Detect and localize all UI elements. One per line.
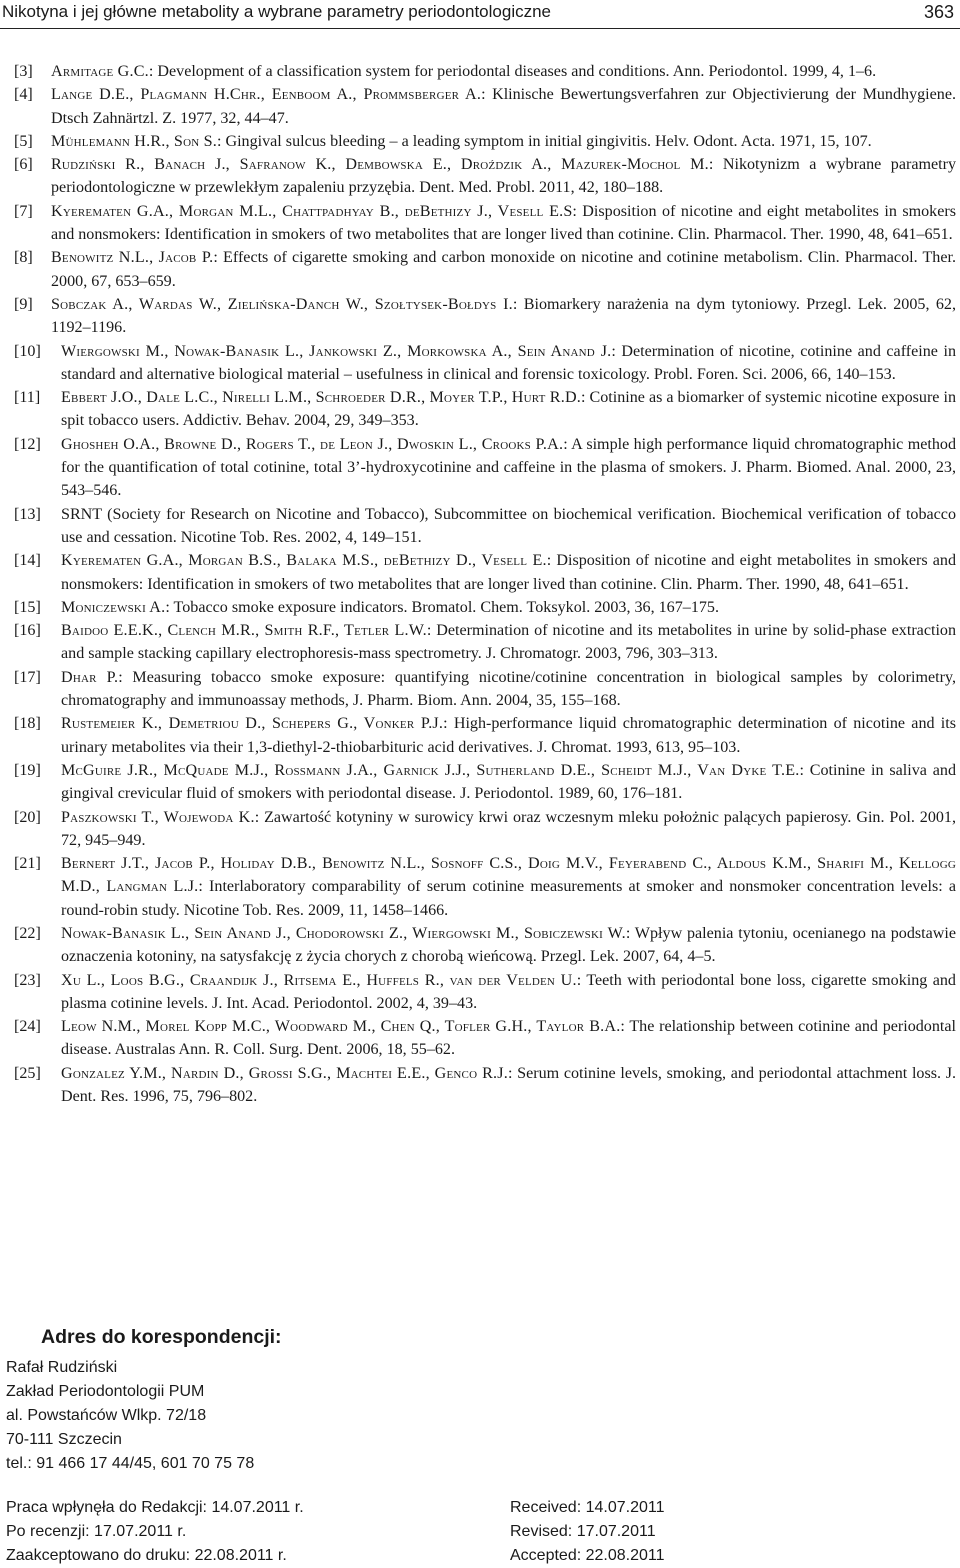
reference-authors: Wiergowski M., Nowak-Banasik L., Jankowski Z., Morkowska A., Sein Anand J. — [61, 342, 612, 360]
reference-entry — [14, 340, 956, 387]
reference-entry — [14, 549, 956, 596]
reference-authors: Gonzalez Y.M., Nardin D., Grossi S.G., Machtei E.E., Genco R.J. — [61, 1064, 508, 1082]
reference-text: : Cotinine as a biomarker of systemic nicotine exposure in spit tobacco users. Addictiv. Behav. 2004, 29, 349–353. — [61, 389, 956, 430]
reference-entry — [14, 666, 956, 713]
running-title: Nikotyna i jej główne metabolity a wybrane parametry periodontologiczne — [2, 2, 552, 21]
reference-authors: Xu L., Loos B.G., Craandijk J., Ritsema E., Huffels R., van der Velden U. — [61, 971, 577, 989]
submission-dates-pl — [6, 1496, 304, 1568]
reference-number: [14] — [14, 552, 41, 570]
reference-authors: Kyerematen G.A., Morgan B.S., Balaka M.S., deBethizy D., Vesell E. — [61, 552, 547, 570]
correspondence-address — [6, 1356, 254, 1476]
reference-authors: Kyerematen G.A., Morgan M.L., Chattpadhyay B., deBethizy J., Vesell E. — [51, 202, 564, 220]
reference-text: S: Disposition of nicotine and eight metabolites in smokers and nonsmokers: Identification in smokers of two metabolites that are longer lived than cotinine. Clin. Pharmacol. Ther. 1990, 48, 641–651. — [51, 202, 956, 244]
reference-text: : Determination of nicotine and its metabolites in urine by solid-phase extraction and sample stacking capillary electrophoresis-mass spectrometry. J. Chromatogr. 2003, 796, 303–313. — [61, 622, 957, 663]
reference-authors: McGuire J.R., McQuade M.J., Rossmann J.A., Garnick J.J., Sutherland D.E., Scheidt M.J., Van Dyke T.E. — [61, 761, 800, 779]
reference-number: [12] — [14, 435, 41, 453]
address-line: 70-111 Szczecin — [6, 1431, 122, 1448]
reference-authors: Paszkowski T., Wojewoda K. — [61, 808, 255, 826]
reference-authors: Dhar P. — [61, 668, 119, 686]
address-line: al. Powstańców Wlkp. 72/18 — [6, 1407, 207, 1424]
reference-number: [10] — [14, 342, 41, 360]
reference-authors: Rustemeier K., Demetriou D., Schepers G., Vonker P.J. — [61, 715, 444, 733]
reference-text: : Interlaboratory comparability of serum cotinine measurements at smoker and nonsmoker concentration levels: a round-robin study. Nicotine Tob. Res. 2009, 11, 1458–1466. — [61, 878, 956, 919]
reference-authors: Ebbert J.O., Dale L.C., Nirelli L.M., Schroeder D.R., Moyer T.P., Hurt R.D. — [61, 389, 581, 407]
reference-entry — [14, 503, 956, 550]
reference-text: : Measuring tobacco smoke exposure: quantifying nicotine/cotinine concentration in biological samples by colorimetry, chromatography and immunoassay methods, J. Pharm. Biom. Ann. 2004, 35, 155–168. — [61, 668, 956, 710]
reference-entry — [14, 759, 956, 806]
reference-authors: Armitage G.C. — [51, 63, 149, 80]
reference-entry — [14, 596, 956, 619]
reference-text: : Zawartość kotyniny w surowicy krwi oraz wczesnym mleku położnic palących papierosy. Gin. Pol. 2001, 72, 945–949. — [61, 808, 956, 849]
reference-authors: Ghosheh O.A., Browne D., Rogers T., de Leon J., Dwoskin L., Crooks P.A. — [61, 435, 564, 453]
reference-text: : Tobacco smoke exposure indicators. Bromatol. Chem. Toksykol. 2003, 36, 167–175. — [165, 598, 719, 616]
reference-number: [6] — [14, 156, 33, 174]
reference-text: : Biomarkery narażenia na dym tytoniowy. Przegl. Lek. 2005, 62, 1192–1196. — [51, 295, 956, 337]
reference-text: : Klinische Bewertungsverfahren zur Objectivierung der Mundhygiene. Dtsch Zahnärtzl. Z. 1977, 32, 44–47. — [51, 86, 956, 127]
page-number: 363 — [923, 2, 954, 22]
reference-list — [14, 60, 956, 1108]
reference-authors: Mühlemann H.R., Son S. — [51, 132, 217, 150]
reference-authors: Bernert J.T., Jacob P., Holiday D.B., Benowitz N.L., Sosnoff C.S., Doig M.V., Feyerabend C., Aldous K.M., Sharifi M., Kellogg M.D., Langman L.J. — [61, 855, 956, 896]
reference-entry — [14, 712, 956, 759]
reference-number: [9] — [14, 295, 33, 313]
reference-number: [5] — [14, 132, 33, 150]
reference-text: : Wpływ palenia tytoniu, ocenianego na podstawie oznaczenia kotoniny, na satysfakcję z życia chorych z chorobą wieńcową. Przegl. Lek. 2007, 64, 4–5. — [61, 924, 957, 966]
reference-entry — [14, 852, 956, 922]
date-line: Accepted: 22.08.2011 — [510, 1547, 665, 1564]
reference-authors: Rudziński R., Banach J., Safranow K., Dembowska E., Droździk A., Mazurek-Mochol M. — [51, 156, 709, 174]
reference-text: : Effects of cigarette smoking and carbon monoxide on nicotine and cotinine metabolism. Clin. Pharmacol. Ther. 2000, 67, 653–659. — [51, 249, 956, 290]
reference-number: [16] — [14, 622, 41, 640]
reference-text: SRNT (Society for Research on Nicotine and Tobacco), Subcommittee on biochemical verification. Biochemical verification of tobacco use and cessation. Nicotine Tob. Res. 2002, 4, 149–151. — [61, 505, 956, 546]
reference-text: : Gingival sulcus bleeding – a leading symptom in initial gingivitis. Helv. Odont. Acta. 1971, 15, 107. — [216, 132, 872, 150]
reference-entry — [14, 246, 956, 293]
reference-entry — [14, 1062, 956, 1109]
reference-entry — [14, 922, 956, 969]
submission-dates-en — [510, 1496, 665, 1568]
reference-entry — [14, 293, 956, 340]
reference-number: [3] — [14, 63, 33, 80]
reference-number: [4] — [14, 86, 33, 104]
reference-entry — [14, 130, 956, 153]
reference-text: : Determination of nicotine, cotinine and caffeine in standard and alternative biological material – usefulness in clinical and forensic toxicology. Probl. Foren. Sci. 2006, 66, 140–153. — [61, 342, 956, 383]
reference-number: [20] — [14, 808, 41, 826]
reference-number: [11] — [14, 389, 41, 407]
reference-entry — [14, 433, 956, 503]
reference-text: : Teeth with periodontal bone loss, cigarette smoking and plasma cotinine levels. J. Int. Acad. Periodontol. 2002, 4, 39–43. — [61, 971, 956, 1012]
reference-number: [22] — [14, 924, 41, 942]
reference-authors: Sobczak A., Wardas W., Zielińska-Danch W., Szołtysek-Bołdys I. — [51, 295, 513, 313]
reference-entry — [14, 83, 956, 130]
reference-entry — [14, 1015, 956, 1062]
reference-text: : High-performance liquid chromatographic determination of nicotine and its urinary metabolites via their 1,3-diethyl-2-thiobarbituric acid derivatives. J. Chromat. 1993, 613, 95–103. — [61, 715, 956, 756]
reference-number: [23] — [14, 971, 41, 989]
reference-authors: Lange D.E., Plagmann H.Chr., Eenboom A., Prommsberger A. — [51, 86, 482, 104]
address-line: Rafał Rudziński — [6, 1359, 118, 1376]
reference-entry — [14, 60, 956, 83]
reference-authors: Nowak-Banasik L., Sein Anand J., Chodorowski Z., Wiergowski M., Sobiczewski W. — [61, 924, 626, 942]
reference-number: [13] — [14, 505, 41, 523]
reference-text: : Cotinine in saliva and gingival crevicular fluid of smokers with periodontal disease. J. Periodontol. 1989, 60, 176–181. — [61, 761, 956, 803]
address-line: tel.: 91 466 17 44/45, 601 70 75 78 — [6, 1455, 255, 1472]
date-line: Received: 14.07.2011 — [510, 1499, 665, 1516]
reference-entry — [14, 153, 956, 200]
reference-number: [17] — [14, 668, 41, 686]
address-line: Zakład Periodontologii PUM — [6, 1383, 205, 1400]
reference-number: [7] — [14, 202, 33, 220]
reference-entry — [14, 619, 956, 666]
reference-entry — [14, 969, 956, 1016]
reference-text: : The relationship between cotinine and periodontal disease. Australas Ann. R. Coll. Surg. Dent. 2006, 18, 55–62. — [61, 1018, 956, 1059]
date-line: Po recenzji: 17.07.2011 r. — [6, 1523, 187, 1540]
reference-text: : Disposition of nicotine and eight metabolites in smokers and nonsmokers: Identification in smokers of two metabolites that are longer lived than cotinine. Clin. Pharm. Ther. 1990, 48, 641–651. — [61, 552, 956, 593]
reference-number: [25] — [14, 1064, 41, 1082]
reference-authors: Baidoo E.E.K., Clench M.R., Smith R.F., Tetler L.W. — [61, 622, 427, 640]
correspondence-heading: Adres do korespondencji: — [41, 1326, 282, 1348]
reference-authors: Leow N.M., Morel Kopp M.C., Woodward M., Chen Q., Tofler G.H., Taylor B.A. — [61, 1018, 621, 1036]
reference-entry — [14, 386, 956, 433]
reference-text: : Development of a classification system for periodontal diseases and conditions. Ann. Periodontol. 1999, 4, 1–6. — [148, 63, 877, 80]
reference-number: [15] — [14, 598, 41, 616]
reference-number: [8] — [14, 249, 33, 267]
date-line: Zaakceptowano do druku: 22.08.2011 r. — [6, 1547, 287, 1564]
reference-number: [19] — [14, 761, 41, 779]
reference-authors: Benowitz N.L., Jacob P. — [51, 249, 214, 267]
reference-entry — [14, 200, 956, 247]
reference-text: : A simple high performance liquid chromatographic method for the quantification of total cotinine, total 3’-hydroxycotinine and caffeine in the plasma of smokers. J. Pharm. Biomed. Anal. 2000, 23, 543–546. — [61, 435, 956, 500]
reference-number: [24] — [14, 1018, 41, 1036]
date-line: Revised: 17.07.2011 — [510, 1523, 656, 1540]
reference-number: [21] — [14, 855, 41, 873]
reference-authors: Moniczewski A. — [61, 598, 166, 616]
running-header — [0, 0, 960, 29]
reference-text: : Nikotynizm a wybrane parametry periodontologiczne w przewlekłym zapaleniu przyzębia. Dent. Med. Probl. 2011, 42, 180–188. — [51, 156, 957, 197]
reference-entry — [14, 806, 956, 853]
reference-text: : Serum cotinine levels, smoking, and periodontal attachment loss. J. Dent. Res. 1996, 75, 796–802. — [61, 1064, 956, 1106]
date-line: Praca wpłynęła do Redakcji: 14.07.2011 r. — [6, 1499, 304, 1516]
reference-number: [18] — [14, 715, 41, 733]
